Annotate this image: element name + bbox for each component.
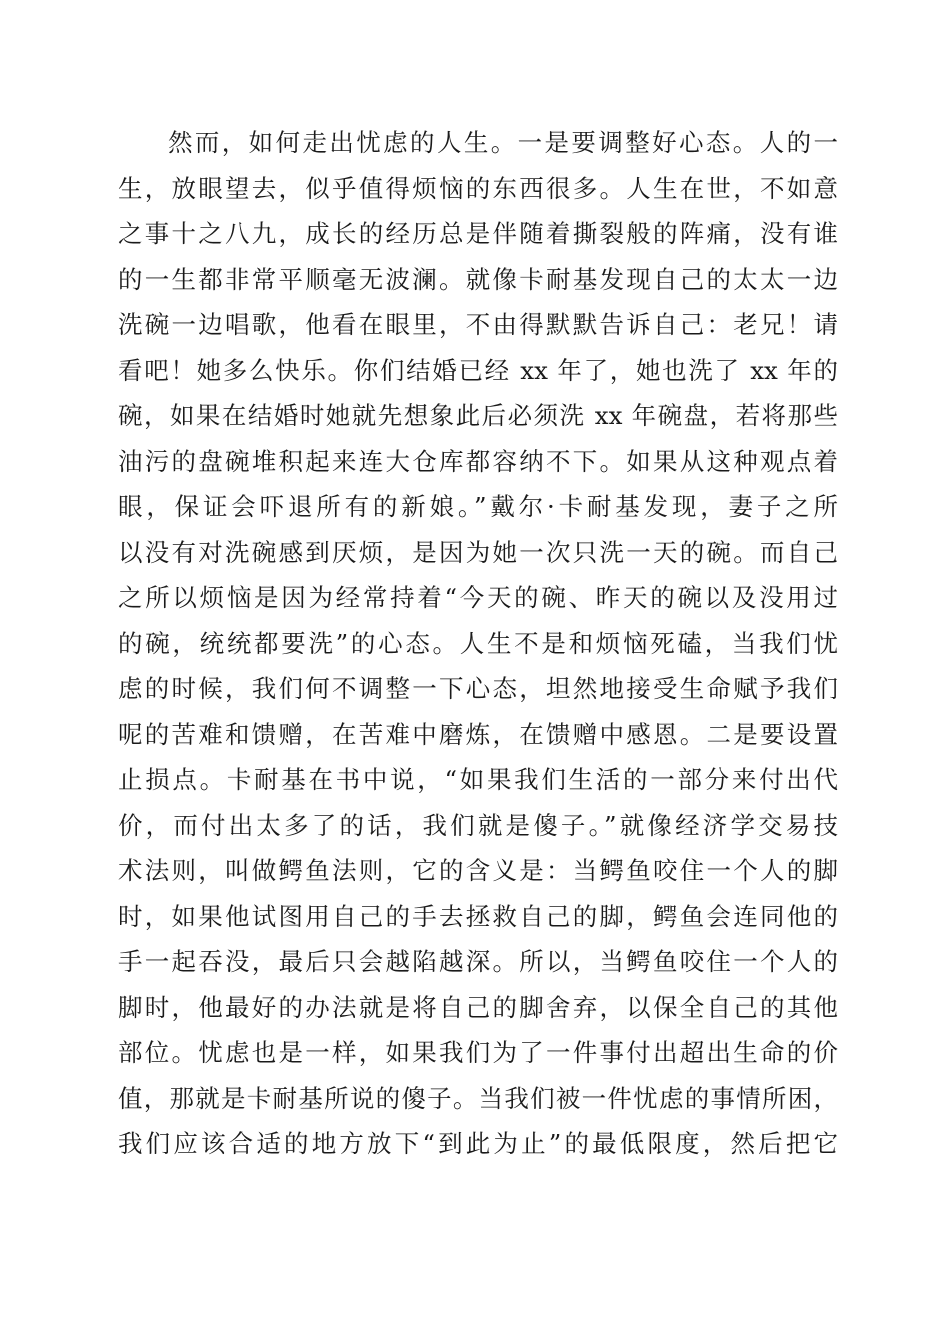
- text-line-1: 然而，如何走出忧虑的人生。一是要调整好心态。人的一: [168, 128, 838, 157]
- text-line-22: 值，那就是卡耐基所说的傻子。当我们被一件忧虑的事情所困，: [118, 1083, 838, 1113]
- text-line-23: 我们应该合适的地方放下“到此为止”的最低限度，然后把它: [118, 1129, 838, 1158]
- text-line-7: 碗，如果在结婚时她就先想象此后必须洗 xx 年碗盘，若将那些: [118, 401, 838, 430]
- text-line-17: 术法则，叫做鳄鱼法则，它的含义是：当鳄鱼咬住一个人的脚: [118, 856, 838, 885]
- text-line-16: 价，而付出太多了的话，我们就是傻子。”就像经济学交易技: [118, 810, 838, 840]
- text-line-21: 部位。忧虑也是一样，如果我们为了一件事付出超出生命的价: [118, 1038, 838, 1067]
- text-line-3: 之事十之八九，成长的经历总是伴随着撕裂般的阵痛，没有谁: [118, 219, 838, 248]
- body-paragraph: [118, 120, 838, 1167]
- text-line-2: 生，放眼望去，似乎值得烦恼的东西很多。人生在世，不如意: [118, 173, 838, 203]
- text-line-8: 油污的盘碗堆积起来连大仓库都容纳不下。如果从这种观点着: [118, 446, 838, 476]
- text-line-9: 眼，保证会吓退所有的新娘。”戴尔·卡耐基发现，妻子之所: [118, 492, 838, 521]
- text-line-13: 虑的时候，我们何不调整一下心态，坦然地接受生命赋予我们: [118, 674, 838, 703]
- text-line-18: 时，如果他试图用自己的手去拯救自己的脚，鳄鱼会连同他的: [118, 901, 838, 931]
- text-line-20: 脚时，他最好的办法就是将自己的脚舍弃，以保全自己的其他: [118, 992, 838, 1022]
- text-line-19: 手一起吞没，最后只会越陷越深。所以，当鳄鱼咬住一个人的: [118, 947, 838, 976]
- text-line-12: 的碗，统统都要洗”的心态。人生不是和烦恼死磕，当我们忧: [118, 628, 838, 658]
- text-line-6: 看吧！她多么快乐。你们结婚已经 xx 年了，她也洗了 xx 年的: [118, 355, 838, 385]
- text-line-10: 以没有对洗碗感到厌烦，是因为她一次只洗一天的碗。而自己: [118, 537, 838, 567]
- text-line-5: 洗碗一边唱歌，他看在眼里，不由得默默告诉自己：老兄！请: [118, 310, 838, 339]
- text-line-11: 之所以烦恼是因为经常持着“今天的碗、昨天的碗以及没用过: [118, 583, 838, 612]
- text-line-15: 止损点。卡耐基在书中说，“如果我们生活的一部分来付出代: [118, 765, 838, 794]
- text-line-14: 呢的苦难和馈赠，在苦难中磨炼，在馈赠中感恩。二是要设置: [118, 719, 838, 749]
- text-line-4: 的一生都非常平顺毫无波澜。就像卡耐基发现自己的太太一边: [118, 264, 838, 294]
